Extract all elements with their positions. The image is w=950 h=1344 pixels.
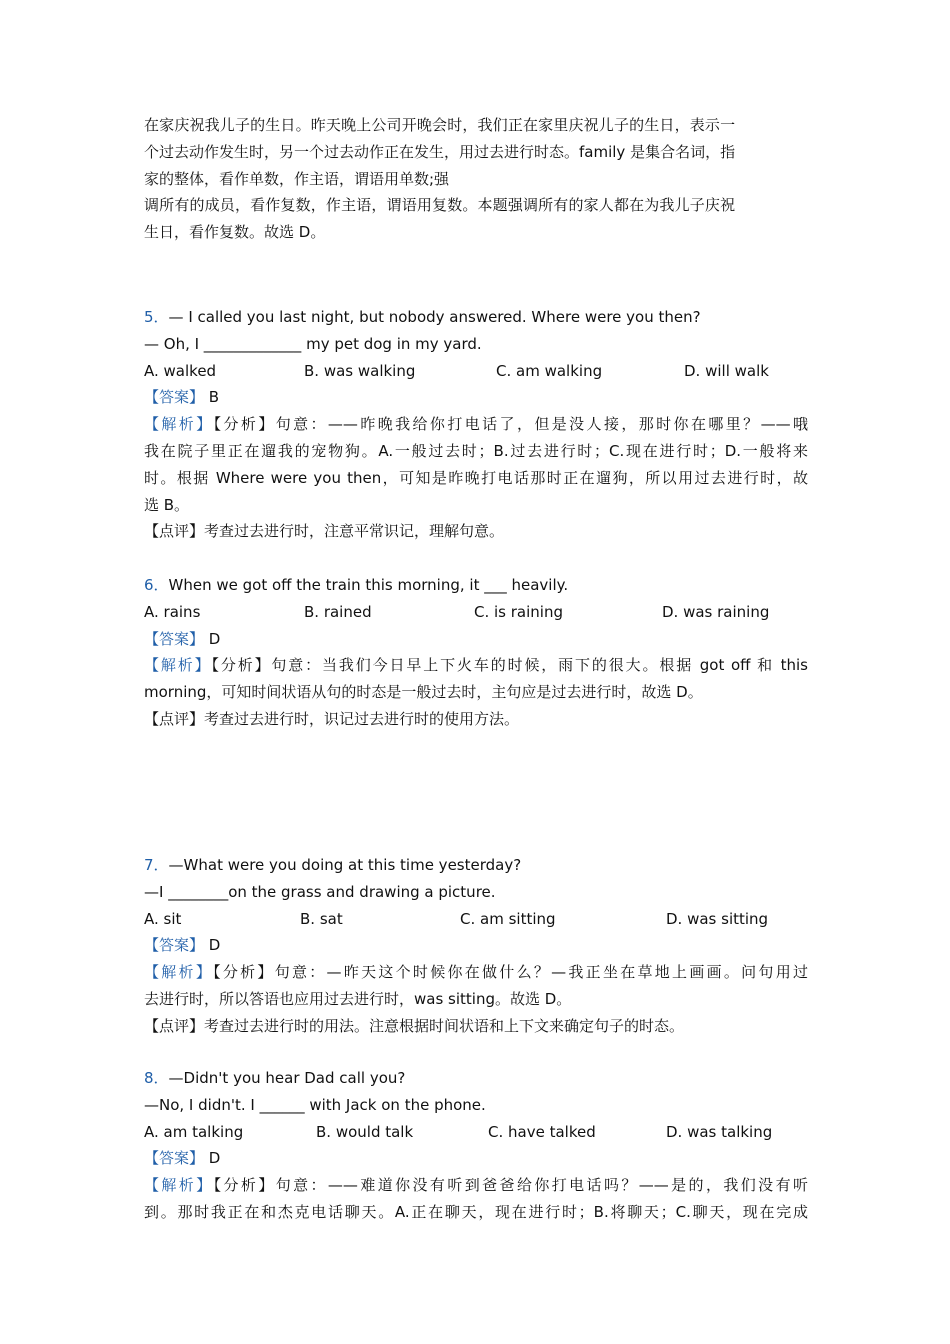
analysis-line: morning，可知时间状语从句的时态是一般过去时，主句应是过去进行时，故选 D。 [144, 683, 703, 702]
stem-text: —What were you doing at this time yesterday? [168, 856, 522, 874]
analysis-line: 去进行时，所以答语也应用过去进行时，was sitting。故选 D。 [144, 989, 572, 1008]
question-stem [144, 304, 808, 331]
question-number: 7． [144, 856, 169, 874]
previous-explanation [144, 112, 735, 246]
option-d: D. was talking [666, 1122, 773, 1141]
analysis-label: 【解析】 [144, 963, 214, 982]
answer-label: 【答案】 [144, 936, 205, 955]
answer-label: 【答案】 [144, 388, 205, 407]
comment-label: 【点评】 [144, 1016, 205, 1035]
option-c: C. is raining [474, 602, 563, 621]
comment-text: 考查过去进行时，注意平常识记，理解句意。 [204, 522, 505, 541]
comment-text: 考查过去进行时，识记过去进行时的使用方法。 [204, 709, 520, 728]
options-row [144, 906, 808, 933]
analysis-line [144, 652, 808, 679]
analysis-label: 【解析】 [144, 1176, 214, 1195]
question-7 [144, 852, 808, 1040]
comment-label: 【点评】 [144, 709, 205, 728]
question-number: 8． [144, 1069, 169, 1087]
option-b: B. was walking [304, 361, 416, 380]
answer-line [144, 1145, 808, 1172]
comment-text: 考查过去进行时的用法。注意根据时间状语和上下文来确定句子的时态。 [204, 1016, 685, 1035]
comment-label: 【点评】 [144, 522, 205, 541]
stem-text: —Didn't you hear Dad call you? [168, 1069, 406, 1087]
options-row [144, 358, 808, 385]
question-8 [144, 1065, 808, 1226]
text-line: 调所有的成员，看作复数，作主语，谓语用复数。本题强调所有的家人都在为我儿子庆祝 [144, 196, 736, 215]
analysis-line [144, 1172, 808, 1199]
answer-label: 【答案】 [144, 629, 205, 648]
answer-value: D [208, 1149, 221, 1168]
text-line: 在家庆祝我儿子的生日。昨天晚上公司开晚会时，我们正在家里庆祝儿子的生日，表示一 [144, 116, 736, 134]
options-row [144, 599, 808, 626]
analysis-text: 【分析】句意：——难道你没有听到爸爸给你打电话吗？——是的，我们没有听 [213, 1176, 808, 1195]
option-a: A. rains [144, 602, 201, 621]
question-stem-2: — Oh, I _____________ my pet dog in my yard. [144, 334, 482, 353]
analysis-line: 选 B。 [144, 495, 190, 514]
analysis-label: 【解析】 [144, 415, 214, 434]
question-stem [144, 1065, 808, 1092]
option-c: C. have talked [488, 1122, 596, 1141]
question-number: 6． [144, 576, 169, 594]
comment-line [144, 1013, 808, 1040]
comment-line [144, 706, 808, 733]
comment-line [144, 518, 808, 545]
option-d: D. was sitting [666, 909, 769, 928]
option-c: C. am walking [496, 361, 603, 380]
analysis-line: 我在院子里正在遛我的宠物狗。A.一般过去时；B.过去进行时；C.现在进行时；D.一般将来 [144, 441, 808, 460]
option-a: A. sit [144, 909, 182, 928]
text-line: 个过去动作发生时，另一个过去动作正在发生，用过去进行时态。family 是集合名词，指 [144, 142, 736, 161]
question-stem-2: —I ________on the grass and drawing a picture. [144, 882, 496, 901]
answer-line [144, 384, 808, 411]
option-a: A. walked [144, 361, 217, 380]
option-c: C. am sitting [460, 909, 556, 928]
analysis-line: 到。那时我正在和杰克电话聊天。A.正在聊天，现在进行时；B.将聊天；C.聊天，现在完成 [144, 1202, 808, 1221]
answer-value: D [208, 936, 221, 955]
answer-label: 【答案】 [144, 1149, 205, 1168]
analysis-line [144, 411, 808, 438]
option-b: B. rained [304, 602, 372, 621]
question-stem-2: —No, I didn't. I ______ with Jack on the phone. [144, 1095, 486, 1114]
options-row [144, 1119, 808, 1146]
analysis-text: 【分析】句意：当我们今日早上下火车的时候，雨下的很大。根据 got off 和 this [211, 656, 808, 675]
answer-line [144, 932, 808, 959]
text-line: 家的整体，看作单数，作主语，谓语用单数;强 [144, 169, 450, 188]
analysis-line [144, 959, 808, 986]
analysis-text: 【分析】句意：——昨晚我给你打电话了，但是没人接，那时你在哪里？——哦 [213, 415, 808, 434]
answer-value: B [208, 388, 220, 407]
analysis-line: 时。根据 Where were you then，可知是昨晚打电话那时正在遛狗，所以用过去进行时，故 [144, 468, 808, 487]
answer-value: D [208, 629, 221, 648]
question-5 [144, 304, 808, 545]
option-b: B. sat [300, 909, 343, 928]
question-stem [144, 852, 808, 879]
analysis-label: 【解析】 [144, 656, 212, 675]
text-line: 生日，看作复数。故选 D。 [144, 223, 326, 242]
stem-text: When we got off the train this morning, it ___ heavily. [168, 576, 569, 594]
question-6 [144, 572, 808, 733]
question-number: 5． [144, 308, 169, 326]
option-a: A. am talking [144, 1122, 244, 1141]
option-d: D. was raining [662, 602, 770, 621]
analysis-text: 【分析】句意：—昨天这个时候你在做什么？—我正坐在草地上画画。问句用过 [213, 963, 808, 982]
option-d: D. will walk [684, 361, 769, 380]
option-b: B. would talk [316, 1122, 414, 1141]
answer-line [144, 626, 808, 653]
stem-text: — I called you last night, but nobody answered. Where were you then? [168, 308, 701, 326]
question-stem [144, 572, 808, 599]
